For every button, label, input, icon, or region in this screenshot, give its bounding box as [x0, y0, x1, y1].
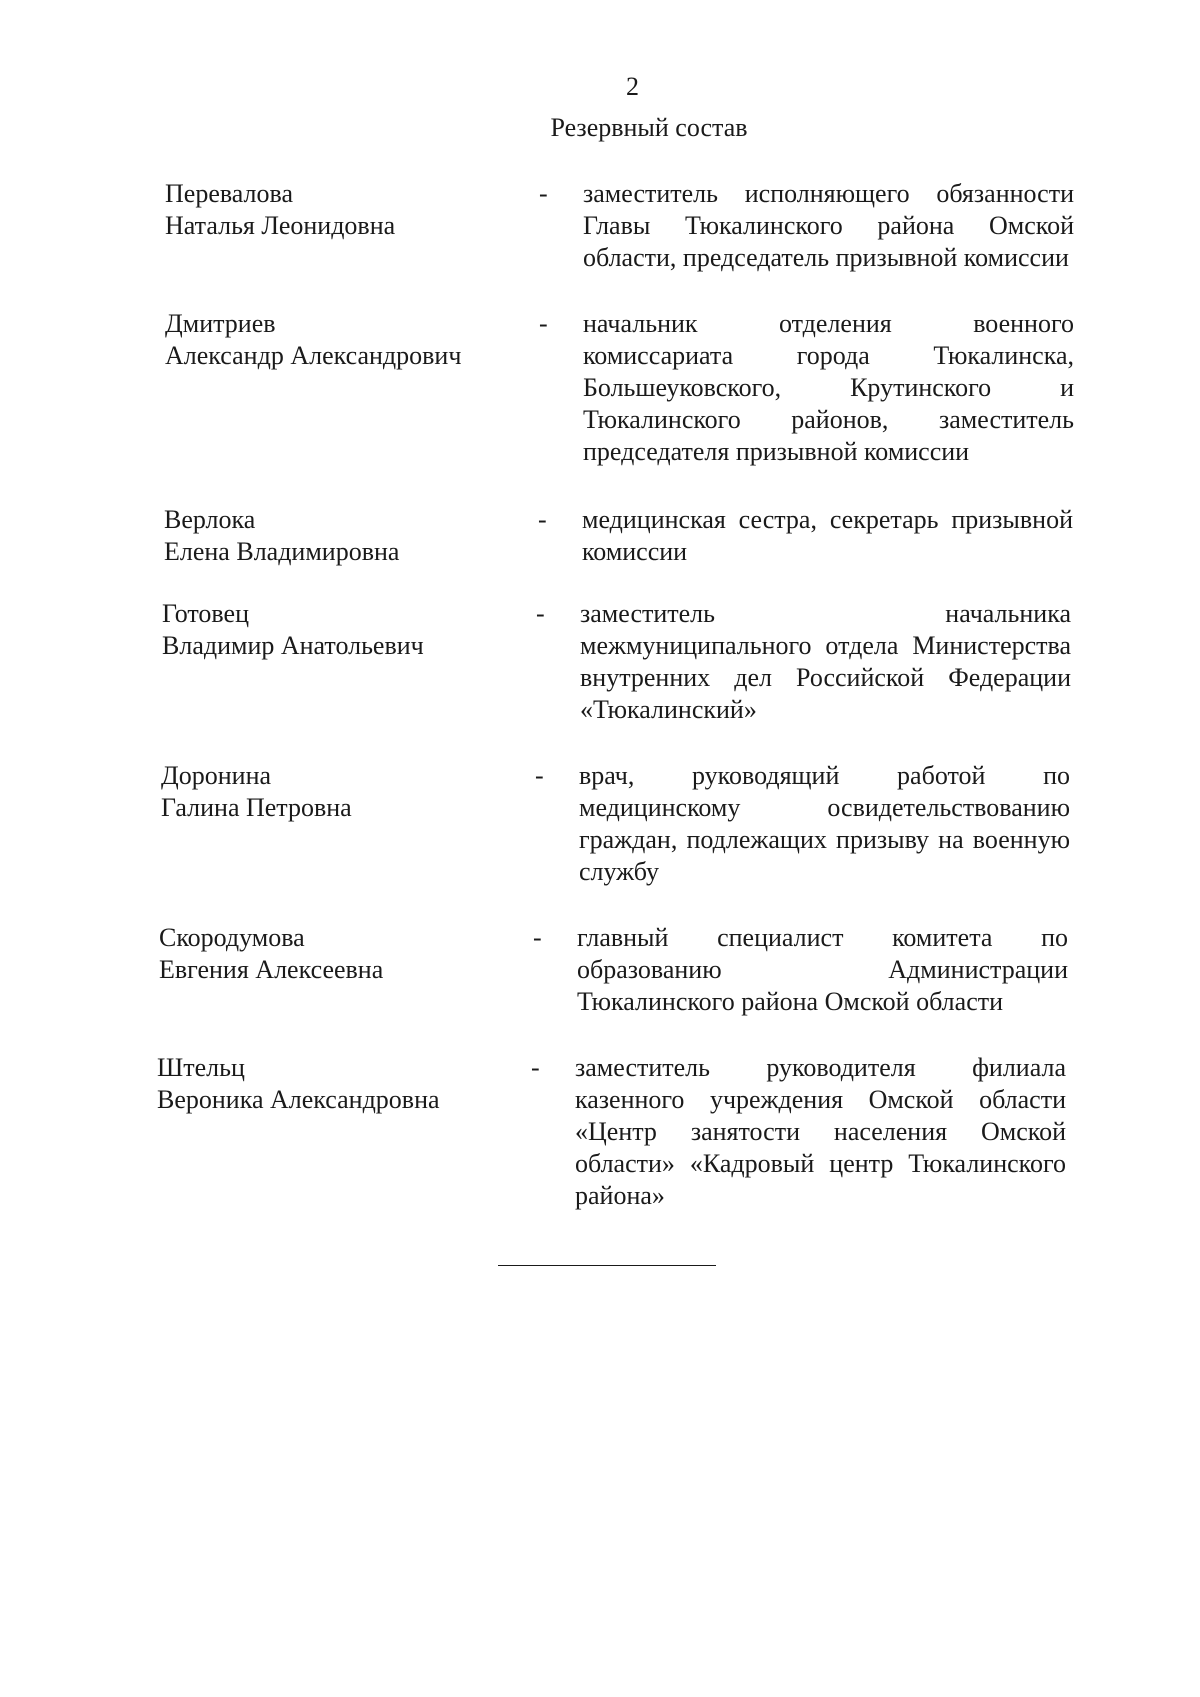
member-surname: Скородумова [159, 923, 305, 952]
member-dash: - [535, 761, 544, 790]
member-role: заместитель руководителя филиала казенного учреждения Омской области «Центр занятости населения Омской области» «Кадровый центр Тюкалинского района» [575, 1053, 1066, 1210]
member-role: заместитель исполняющего обязанности Главы Тюкалинского района Омской области, председатель призывной комиссии [583, 179, 1074, 272]
member-given-names: Галина Петровна [161, 793, 352, 822]
member-dash: - [538, 505, 547, 534]
member-role: начальник отделения военного комиссариата города Тюкалинска, Большеуковского, Крутинского и Тюкалинского районов, заместитель председателя призывной комиссии [583, 309, 1074, 466]
member-name [165, 178, 539, 274]
member-given-names: Александр Александрович [165, 341, 462, 370]
member-given-names: Вероника Александровна [157, 1085, 440, 1114]
member-dash: - [531, 1053, 540, 1082]
member-surname: Доронина [161, 761, 272, 790]
member-dash: - [539, 309, 548, 338]
member-role: главный специалист комитета по образованию Администрации Тюкалинского района Омской области [577, 923, 1068, 1016]
member-entry [165, 308, 1125, 468]
member-name [165, 308, 539, 468]
member-name [157, 1052, 531, 1212]
member-name [162, 598, 536, 726]
member-given-names: Елена Владимировна [164, 537, 400, 566]
member-given-names: Наталья Леонидовна [165, 211, 396, 240]
member-name [159, 922, 533, 1018]
member-dash: - [533, 923, 542, 952]
member-dash: - [536, 599, 545, 628]
end-divider [498, 1265, 716, 1266]
member-given-names: Евгения Алексеевна [159, 955, 384, 984]
member-entry [165, 178, 1125, 274]
member-surname: Штельц [157, 1053, 245, 1082]
member-role: врач, руководящий работой по медицинскому освидетельствованию граждан, подлежащих призыву на военную службу [579, 761, 1070, 886]
member-name [164, 504, 538, 568]
page-number: 2 [626, 72, 639, 101]
member-surname: Дмитриев [165, 309, 276, 338]
member-entry [159, 922, 1119, 1018]
member-role: заместитель начальника межмуниципального отдела Министерства внутренних дел Российской Федерации «Тюкалинский» [580, 599, 1071, 724]
member-entry [161, 760, 1121, 888]
member-role: медицинская сестра, секретарь призывной комиссии [582, 505, 1073, 566]
member-entry [164, 504, 1124, 568]
member-given-names: Владимир Анатольевич [162, 631, 424, 660]
member-name [161, 760, 535, 888]
member-entry [162, 598, 1122, 726]
member-list [157, 178, 1121, 1212]
member-surname: Перевалова [165, 179, 294, 208]
member-surname: Готовец [162, 599, 250, 628]
member-entry [157, 1052, 1117, 1212]
member-dash: - [539, 179, 548, 208]
member-surname: Верлока [164, 505, 256, 534]
section-title: Резервный состав [550, 113, 748, 142]
